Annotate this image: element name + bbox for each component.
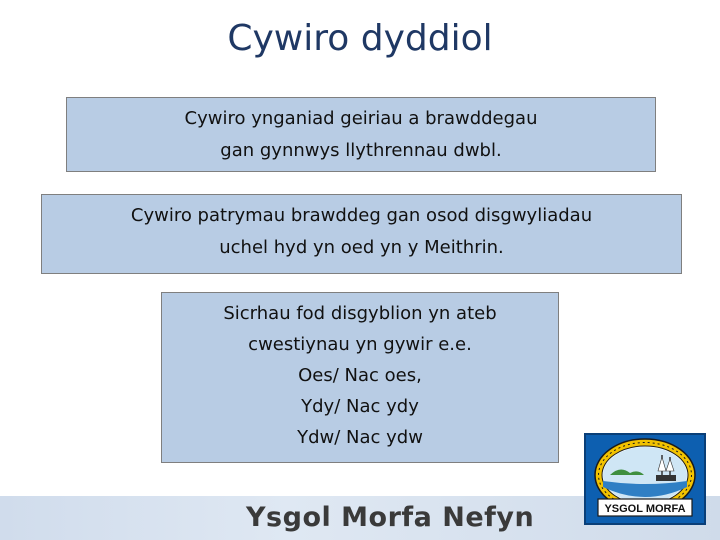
school-name: Ysgol Morfa Nefyn bbox=[246, 502, 535, 533]
slide-title: Cywiro dyddiol bbox=[227, 18, 493, 59]
text-line: Ydw/ Nac ydw bbox=[297, 427, 423, 448]
text-line: Cywiro ynganiad geiriau a brawddegau bbox=[184, 108, 538, 129]
text-line: Oes/ Nac oes, bbox=[298, 365, 422, 386]
text-box-answers bbox=[161, 292, 559, 463]
school-crest-icon bbox=[584, 433, 706, 525]
text-box-sentence-patterns bbox=[41, 194, 682, 274]
text-line: cwestiynau yn gywir e.e. bbox=[248, 334, 472, 355]
text-line: uchel hyd yn oed yn y Meithrin. bbox=[219, 237, 504, 258]
text-box-pronunciation bbox=[66, 97, 656, 172]
crest-text: YSGOL MORFA bbox=[604, 503, 686, 515]
text-line: Sicrhau fod disgyblion yn ateb bbox=[223, 303, 497, 324]
text-line: gan gynnwys llythrennau dwbl. bbox=[220, 140, 502, 161]
text-line: Cywiro patrymau brawddeg gan osod disgwyliadau bbox=[130, 205, 593, 226]
text-line: Ydy/ Nac ydy bbox=[301, 396, 419, 417]
